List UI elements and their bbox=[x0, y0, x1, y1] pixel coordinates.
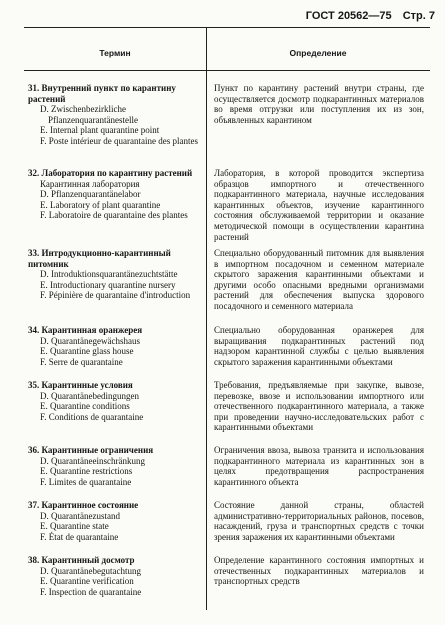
term-en: E. Quarantine conditions bbox=[40, 401, 130, 412]
term-de: D. Quarantänebegutachtung bbox=[40, 565, 141, 576]
term-de: D. Zwischenbezirkliche Pflanzenquarantänestelle bbox=[40, 104, 138, 125]
table-header-rule bbox=[24, 70, 430, 71]
term-fr: F. Serre de quarantaine bbox=[40, 356, 123, 367]
term-en: E. Quarantine glass house bbox=[40, 346, 134, 357]
column-header-terms: Термин bbox=[99, 48, 131, 58]
term-fr: F. Inspection de quarantaine bbox=[40, 586, 142, 597]
page-header bbox=[0, 10, 435, 22]
term-en: E. Quarantine state bbox=[40, 521, 109, 532]
term-en: E. Introductionary quarantine nursery bbox=[40, 279, 176, 290]
column-header-definition: Определение bbox=[289, 48, 347, 58]
term-en: E. Quarantine verification bbox=[40, 576, 134, 587]
definition-32: Лаборатория, в которой проводится экспертиза образцов импортного и отечественного подкарантинного материала, научные исследования карантинных объектов, изучение карантинного состояния обслуживаемой территории и оказание методической помощи в осуществлении карантина растений bbox=[214, 168, 424, 242]
term-de: D. Quarantänegewächshaus bbox=[40, 335, 140, 346]
term-ru-name: 31. Внутренний пункт по карантину растений bbox=[28, 83, 176, 104]
term-fr: F. Poste intérieur de quarantaine des plantes bbox=[40, 135, 198, 146]
table-top-rule bbox=[24, 27, 430, 28]
term-ru-name: 34. Карантинная оранжерея bbox=[28, 325, 143, 335]
term-entry-34 bbox=[28, 325, 203, 367]
term-fr: F. État de quarantaine bbox=[40, 531, 119, 542]
term-entry-31 bbox=[28, 83, 203, 147]
term-entry-36 bbox=[28, 445, 203, 487]
definition-34: Специально оборудованная оранжерея для выращивания подкарантинных растений под надзором карантинной службы с целью выявления скрытого заражения карантинными объектами bbox=[214, 325, 424, 367]
term-ru-name: 36. Карантинные ограничения bbox=[28, 445, 154, 455]
term-en: E. Quarantine restrictions bbox=[40, 466, 133, 477]
term-entry-38 bbox=[28, 555, 203, 597]
term-entry-37 bbox=[28, 500, 203, 542]
definition-33: Специально оборудованный питомник для выявления в импортном посадочном и семенном материале скрытого заражения карантинными объектами и другими особо опасными вредными организмами растений для обеспечения выпуска здорового посадочного и семенного материала bbox=[214, 248, 424, 311]
term-fr: F. Limites de quarantaine bbox=[40, 476, 132, 487]
term-entry-33 bbox=[28, 248, 203, 301]
term-fr: F. Conditions de quarantaine bbox=[40, 411, 144, 422]
term-en: E. Internal plant quarantine point bbox=[40, 125, 160, 136]
document-code: ГОСТ 20562—75 bbox=[305, 10, 392, 22]
term-entry-35 bbox=[28, 380, 203, 422]
term-ru-synonym: Карантинная лаборатория bbox=[40, 178, 140, 189]
definition-35: Требования, предъявляемые при закупке, вывозе, перевозке, ввозе и использовании импортного или отечественного подкарантинного материала, а также при проведении научно-исследовательских работ с карантинными объектами bbox=[214, 380, 424, 433]
term-fr: F. Laboratoire de quarantaine des plantes bbox=[40, 210, 188, 221]
term-de: D. Introduktionsquarantänezuchtstätte bbox=[40, 269, 178, 280]
term-de: D. Pflanzenquarantänelabor bbox=[40, 189, 141, 200]
term-de: D. Quarantäneeinschränkung bbox=[40, 455, 145, 466]
term-entry-32 bbox=[28, 168, 203, 221]
term-ru-name: 33. Интродукционно-карантинный питомник bbox=[28, 248, 171, 269]
term-ru-name: 32. Лаборатория по карантину растений bbox=[28, 168, 193, 178]
term-de: D. Quarantänezustand bbox=[40, 510, 120, 521]
term-ru-name: 35. Карантинные условия bbox=[28, 380, 133, 390]
term-fr: F. Pépinière de quarantaine d'introduction bbox=[40, 290, 191, 301]
definition-38: Определение карантинного состояния импортных и отечественных подкарантинных материалов и транспортных средств bbox=[214, 555, 424, 587]
term-ru-name: 37. Карантинное состояние bbox=[28, 500, 139, 510]
column-divider bbox=[206, 27, 207, 610]
term-ru-name: 38. Карантинный досмотр bbox=[28, 555, 135, 565]
term-de: D. Quarantänebedingungen bbox=[40, 390, 139, 401]
page-number: Стр. 7 bbox=[402, 10, 435, 22]
definition-36: Ограничения ввоза, вывоза транзита и использования подкарантинного материала из карантинных зон в целях предотвращения распространения карантинного объекта bbox=[214, 445, 424, 487]
term-en: E. Laboratory of plant quarantine bbox=[40, 199, 161, 210]
definition-31: Пункт по карантину растений внутри страны, где осуществляется досмотр подкарантинных материалов во время отгрузки или поступления их из зон, объявленных карантином bbox=[214, 83, 424, 125]
definition-37: Состояние данной страны, областей административно-территориальных районов, посевов, насаждений, груза и транспортных средств с точки зрения заражения их карантинными объектами bbox=[214, 500, 424, 542]
